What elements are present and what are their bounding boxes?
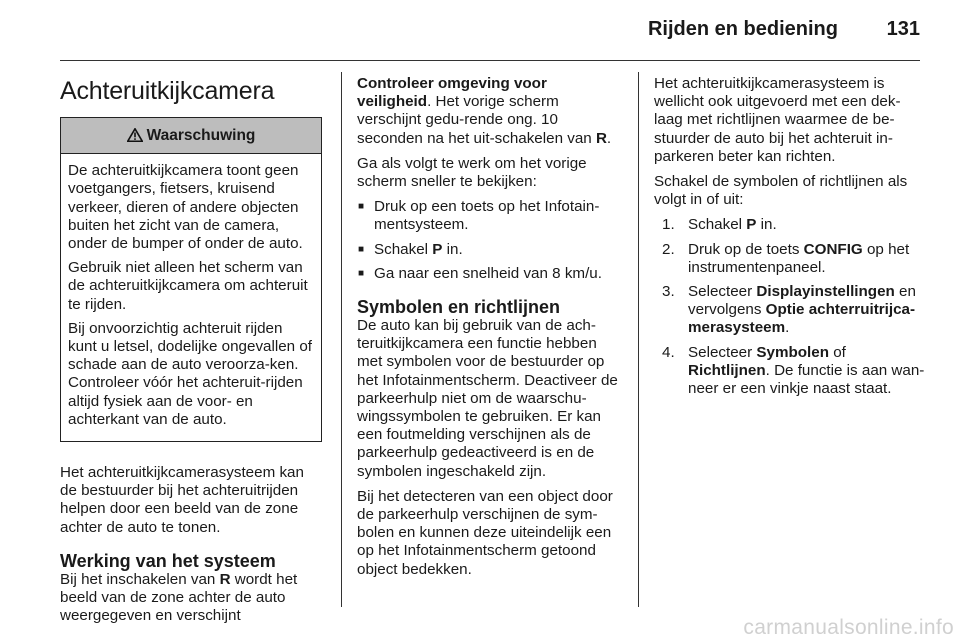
page-number: 131 xyxy=(886,18,920,40)
safety-paragraph: Controleer omgeving voor veiligheid. Het vorige scherm verschijnt gedu-rende ong. 10 seconden na het uit-schakelen van R. xyxy=(357,75,612,147)
guidelines-paragraph: Het achteruitkijkcamerasysteem is wellicht ook uitgevoerd met een dek-laag met richtlijnen waarmee de be-stuurder de auto bij het achteruit in-parkeren beter kan richten. xyxy=(654,75,901,165)
warning-paragraph-3: Bij onvoorzichtig achteruit rijden kunt u letsel, dodelijke ongevallen of schade aan de auto veroorza-ken. Controleer vóór het achteruit-rijden altijd fysiek aan de voor- en achterkant van de auto. xyxy=(68,319,313,428)
intro-paragraph: Het achteruitkijkcamerasysteem kan de bestuurder bij het achteruitrijden helpen door een beeld van de zone achter de auto te tonen. xyxy=(60,464,304,536)
warning-box xyxy=(60,117,322,442)
watermark: carmanualsonline.info xyxy=(743,616,954,639)
warning-paragraph-2: Gebruik niet alleen het scherm van de achteruitkijkcamera om achteruit te rijden. xyxy=(68,259,308,313)
column-2 xyxy=(357,75,625,586)
instructions-paragraph: Ga als volgt te werk om het vorige scherm sneller te bekijken: xyxy=(357,154,587,191)
symbols-paragraph: De auto kan bij gebruik van de ach-teruitkijkcamera een functie hebben met symbolen voor de bestuurder op het Infotainmentscherm. Deactiveer de parkeerhulp niet om de waarschu-wingssymbolen te gebruiken. Er kan een foutmelding verschijnen als de parkeerhulp gedeactiveerd is en de symbolen ingeschakeld zijn. xyxy=(357,317,618,480)
warning-paragraph-1: De achteruitkijkcamera toont geen voetgangers, fietsers, kruisend verkeer, dieren of andere objecten buiten het zicht van de camera, onder de bumper of onder de auto. xyxy=(68,162,303,253)
list-item: 2. Druk op de toets CONFIG op het instrumentenpaneel. xyxy=(662,240,910,276)
list-item: ■ Druk op een toets op het Infotain-mentsysteem. xyxy=(357,198,625,234)
column-1 xyxy=(60,75,322,632)
section-title: Achteruitkijkcamera xyxy=(60,77,275,105)
operation-paragraph: Bij het inschakelen van R wordt het beeld van de zone achter de auto weergegeven en verschijnt xyxy=(60,570,298,625)
warning-header xyxy=(61,118,321,154)
detection-paragraph: Bij het detecteren van een object door de parkeerhulp verschijnen de sym-bolen en kunnen deze uiteindelijk een op het Infotainmentscherm getoond object bedekken. xyxy=(357,487,613,578)
list-item: 3. Selecteer Displayinstellingen en vervolgens Optie achterruitrijca-merasysteem. xyxy=(662,283,916,337)
list-item: ■ Ga naar een snelheid van 8 km/u. xyxy=(357,265,625,283)
subsection-title-symbolen: Symbolen en richtlijnen xyxy=(357,297,561,318)
list-item: 4. Selecteer Symbolen of Richtlijnen. De functie is aan wan-neer er een vinkje naast staat. xyxy=(662,343,925,398)
bullet-list xyxy=(357,198,625,283)
toggle-paragraph: Schakel de symbolen of richtlijnen als volgt in of uit: xyxy=(654,173,908,209)
warning-triangle-icon xyxy=(127,127,143,145)
warning-title: Waarschuwing xyxy=(146,127,256,144)
header-title: Rijden en bediening xyxy=(647,18,838,40)
column-divider-1 xyxy=(341,72,342,607)
column-divider-2 xyxy=(638,72,639,607)
list-item: 1. Schakel P in. xyxy=(662,216,777,234)
list-item: ■ Schakel P in. xyxy=(357,241,625,259)
column-3 xyxy=(654,75,926,404)
subsection-title-werking: Werking van het systeem xyxy=(60,550,276,571)
warning-body xyxy=(61,154,321,441)
steps-list xyxy=(654,216,926,398)
header-rule xyxy=(60,60,920,61)
